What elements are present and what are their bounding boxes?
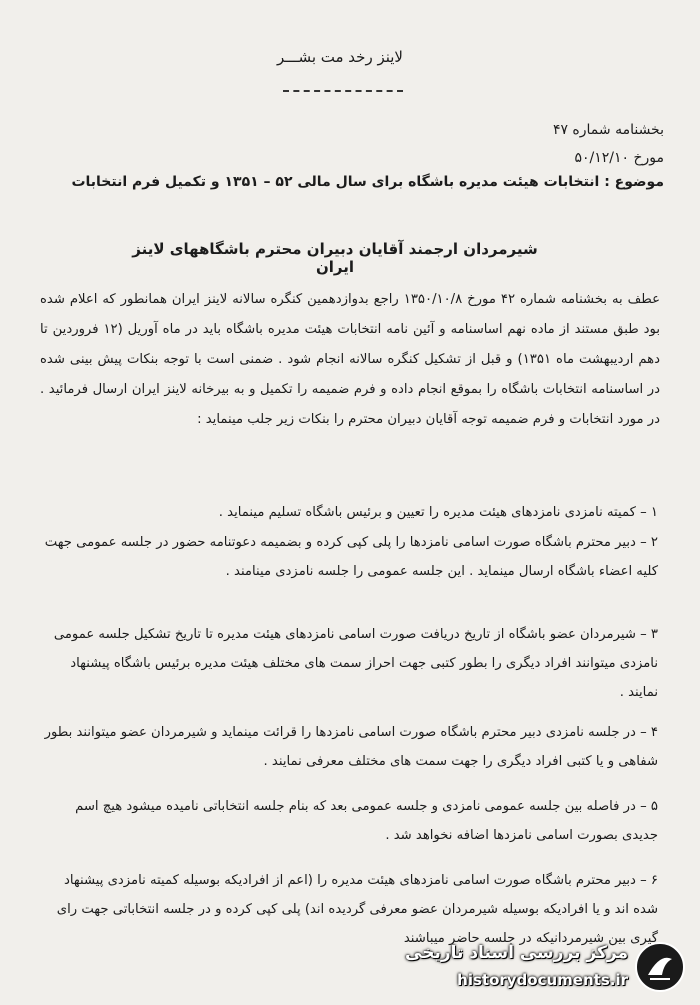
list-item-text: ۵ – در فاصله بین جلسه عمومی نامزدی و جلسه عمومی بعد که بنام جلسه انتخاباتی نامیده میشود هیچ اسم جدیدی بصورت اسامی نامزدها اضافه نخواهد شد .	[75, 799, 658, 843]
body-paragraph-block	[40, 285, 660, 435]
list-item-text: ۳ – شیرمردان عضو باشگاه از تاریخ دریافت صورت اسامی نامزدهای هیئت مدیره تا تاریخ تشکیل جلسه عمومی نامزدی میتوانند افراد دیگری را بطور کتبی جهت احراز سمت های مختلف هیئت مدیره برئیس باشگاه پیشنهاد نمایند .	[53, 627, 658, 700]
list-item-text: ۱ – کمیته نامزدی نامزدهای هیئت مدیره را تعیین و برئیس باشگاه تسلیم مینماید .	[218, 505, 658, 520]
document-heading: لاینز رخد مت بشـــر	[276, 48, 403, 66]
watermark-url: historydocuments.ir	[457, 971, 628, 989]
list-item	[38, 792, 658, 850]
circular-number: بخشنامه شماره ۴۷	[552, 122, 664, 138]
list-item	[38, 718, 658, 776]
body-paragraph: عطف به بخشنامه شماره ۴۲ مورخ ۱۳۵۰/۱۰/۸ راجع بدوازدهمین کنگره سالانه لاینز ایران همانطور که اعلام شده بود طبق مستند از ماده نهم اساسنامه و آئین نامه انتخابات هیئت مدیره باشگاه باید در ماه آوریل (۱۲ فروردین تا دهم اردیبهشت ماه ۱۳۵۱) و قبل از تشکیل کنگره سالانه انجام شود . ضمنی است با توجه بنکات پیش بینی شده در اساسنامه انتخابات باشگاه را بموقع انجام داده و فرم ضمیمه را تکمیل و به بیرخانه لاینز ایران ارسال فرمائید . در مورد انتخابات و فرم ضمیمه توجه آقایان دبیران محترم را بنکات زیر جلب مینماید :	[40, 292, 660, 427]
salutation: شیرمردان ارجمند آقایان دبیران محترم باشگاههای لاینز ایران	[132, 240, 538, 276]
heading-underline	[283, 90, 403, 92]
list-item-text: ۴ – در جلسه نامزدی دبیر محترم باشگاه صورت اسامی نامزدها را قرائت مینماید و شیرمردان عضو میتوانند بطور شفاهی و یا کتبی افراد دیگری را جهت سمت های مختلف معرفی نمایند .	[44, 725, 658, 769]
subject-line: موضوع : انتخابات هیئت مدیره باشگاه برای سال مالی ۵۲ – ۱۳۵۱ و تکمیل فرم انتخابات	[71, 174, 664, 190]
archive-logo-icon	[634, 941, 686, 993]
watermark-title: مرکز بررسی اسناد تاریخی	[405, 943, 628, 963]
list-item-text: ۲ – دبیر محترم باشگاه صورت اسامی نامزدها را پلی کپی کرده و بضمیمه دعوتنامه حضور در جلسه عمومی جهت کلیه اعضاء باشگاه ارسال مینماید . این جلسه عمومی را جلسه نامزدی مینامند .	[44, 535, 658, 579]
list-item	[38, 528, 658, 586]
circular-date: مورخ ۵۰/۱۲/۱۰	[574, 150, 664, 166]
list-item	[38, 620, 658, 707]
list-item	[38, 498, 658, 527]
watermark	[394, 937, 694, 999]
list-item-text: ۶ – دبیر محترم باشگاه صورت اسامی نامزدهای هیئت مدیره را (اعم از افرادیکه بوسیله کمیته نامزدی پیشنهاد شده اند و یا افرادیکه بوسیله شیرمردان عضو معرفی گردیده اند) پلی کپی کرده و در جلسه انتخاباتی جهت رای گیری بین شیرمردانیکه در جلسه حاضر میباشند	[56, 873, 658, 946]
